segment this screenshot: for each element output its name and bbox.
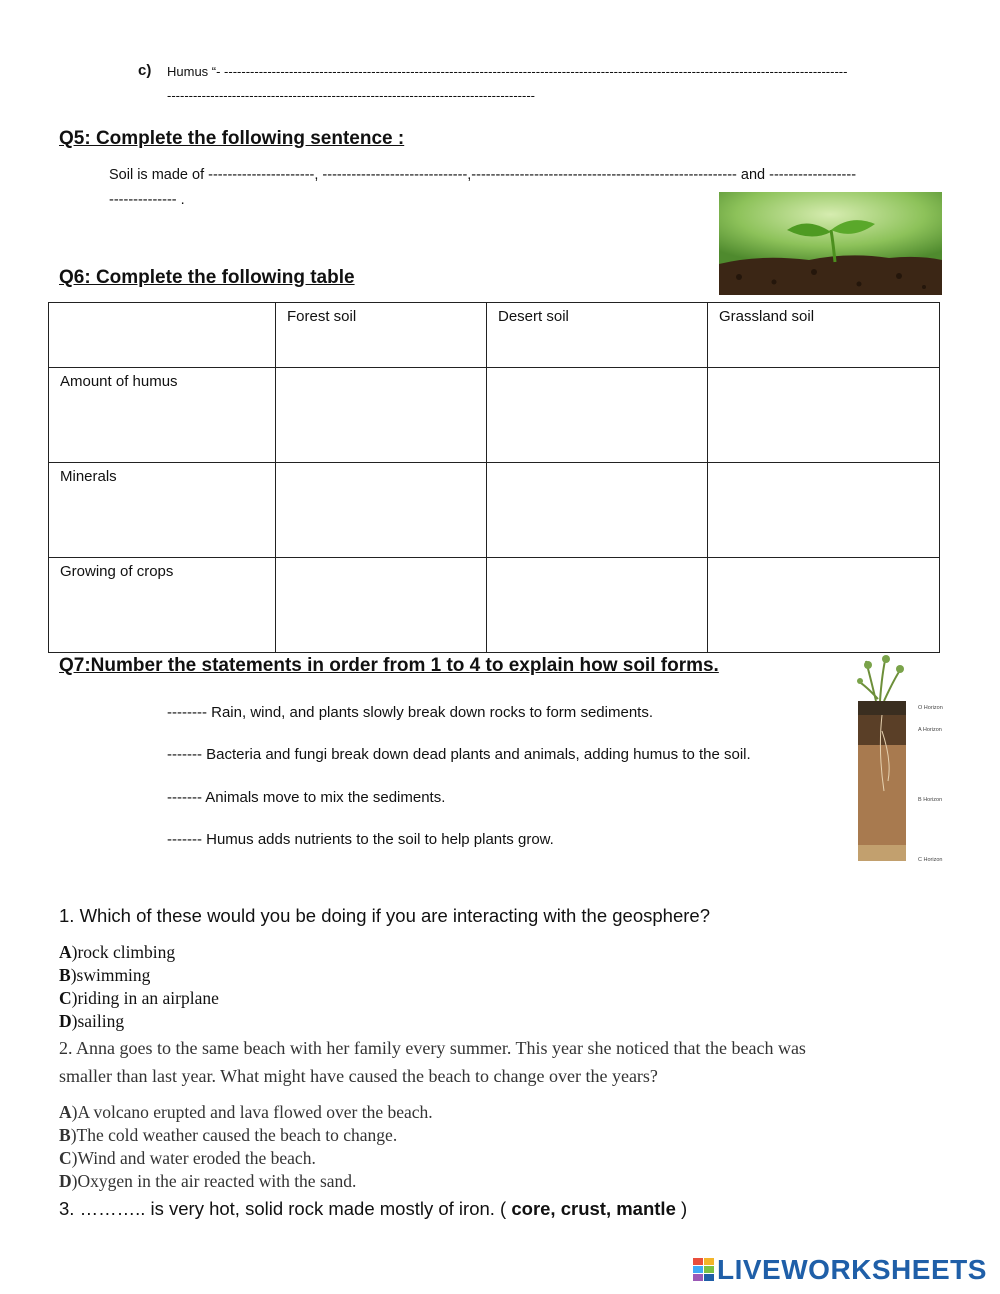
question-1-text: 1. Which of these would you be doing if you are interacting with the geosphere?	[59, 905, 710, 926]
option-c[interactable]: C)riding in an airplane	[59, 988, 219, 1008]
row-label-growing-of-crops: Growing of crops	[49, 558, 276, 653]
table-row	[49, 368, 940, 463]
answer-cell[interactable]	[276, 558, 487, 653]
question-2-options	[59, 1101, 433, 1193]
table-header-grassland-soil: Grassland soil	[708, 303, 940, 368]
answer-cell[interactable]	[487, 558, 708, 653]
soil-profile-image	[856, 651, 916, 866]
table-row	[49, 558, 940, 653]
item-label-c: c)	[138, 62, 152, 79]
option-c[interactable]: C)Wind and water eroded the beach.	[59, 1148, 316, 1168]
option-b[interactable]: B)The cold weather caused the beach to change.	[59, 1125, 398, 1145]
seedling-image	[719, 192, 942, 295]
question-3-suffix: )	[675, 1198, 688, 1219]
answer-cell[interactable]	[276, 368, 487, 463]
q5-sentence-line[interactable]: Soil is made of ----------------------, ------------------------------,------------------------------------------------------- and ------------------	[109, 167, 857, 183]
answer-cell[interactable]	[487, 368, 708, 463]
q6-title: Q6: Complete the following table	[59, 267, 355, 288]
question-1-options	[59, 941, 219, 1033]
option-d[interactable]: D)sailing	[59, 1011, 125, 1031]
answer-cell[interactable]	[276, 463, 487, 558]
soil-profile-icon	[856, 651, 916, 866]
row-label-amount-of-humus: Amount of humus	[49, 368, 276, 463]
profile-label-o: O Horizon	[918, 705, 943, 711]
answer-cell[interactable]	[708, 558, 940, 653]
table-header-forest-soil: Forest soil	[276, 303, 487, 368]
q5-sentence-continuation[interactable]: -------------- .	[109, 192, 185, 208]
table-header-desert-soil: Desert soil	[487, 303, 708, 368]
row-label-minerals: Minerals	[49, 463, 276, 558]
table-row	[49, 463, 940, 558]
profile-label-b: B Horizon	[918, 797, 943, 803]
option-a[interactable]: A)A volcano erupted and lava flowed over the beach.	[59, 1102, 433, 1122]
humus-blank-continuation[interactable]: -------------------------------------------------------------------------------------	[167, 88, 535, 103]
answer-cell[interactable]	[708, 463, 940, 558]
soil-table	[48, 302, 940, 653]
answer-cell[interactable]	[708, 368, 940, 463]
option-a[interactable]: A)rock climbing	[59, 942, 176, 962]
q7-statement-1[interactable]: -------- Rain, wind, and plants slowly break down rocks to form sediments.	[167, 704, 653, 721]
humus-blank-line[interactable]: Humus “- ------------------------------------------------------------------------------------------------------------------------------------------------	[167, 64, 848, 79]
liveworksheets-logo	[693, 1255, 989, 1285]
option-d[interactable]: D)Oxygen in the air reacted with the sand.	[59, 1171, 357, 1191]
q5-title: Q5: Complete the following sentence :	[59, 128, 405, 149]
seedling-icon	[719, 192, 942, 295]
table-header-row	[49, 303, 940, 368]
q7-statement-3[interactable]: ------- Animals move to mix the sediments.	[167, 789, 446, 806]
question-3-text[interactable]	[59, 1198, 687, 1220]
logo-text: LIVEWORKSHEETS	[717, 1254, 987, 1285]
profile-label-a: A Horizon	[918, 727, 942, 733]
question-3-choices: core, crust, mantle	[511, 1198, 676, 1219]
option-b[interactable]: B)swimming	[59, 965, 151, 985]
profile-label-c: C Horizon	[918, 857, 943, 863]
liveworksheets-logo-icon	[693, 1258, 715, 1282]
q7-statement-2[interactable]: ------- Bacteria and fungi break down dead plants and animals, adding humus to the soil.	[167, 746, 751, 763]
question-3-prefix: 3. ……….. is very hot, solid rock made mostly of iron. (	[59, 1198, 512, 1219]
answer-cell[interactable]	[487, 463, 708, 558]
q7-statement-4[interactable]: ------- Humus adds nutrients to the soil to help plants grow.	[167, 831, 554, 848]
question-2-text-line1: 2. Anna goes to the same beach with her family every summer. This year she noticed that the beach was	[59, 1038, 806, 1058]
question-2-text-line2: smaller than last year. What might have caused the beach to change over the years?	[59, 1066, 658, 1086]
q7-title: Q7:Number the statements in order from 1 to 4 to explain how soil forms.	[59, 655, 719, 676]
table-header-cell	[49, 303, 276, 368]
